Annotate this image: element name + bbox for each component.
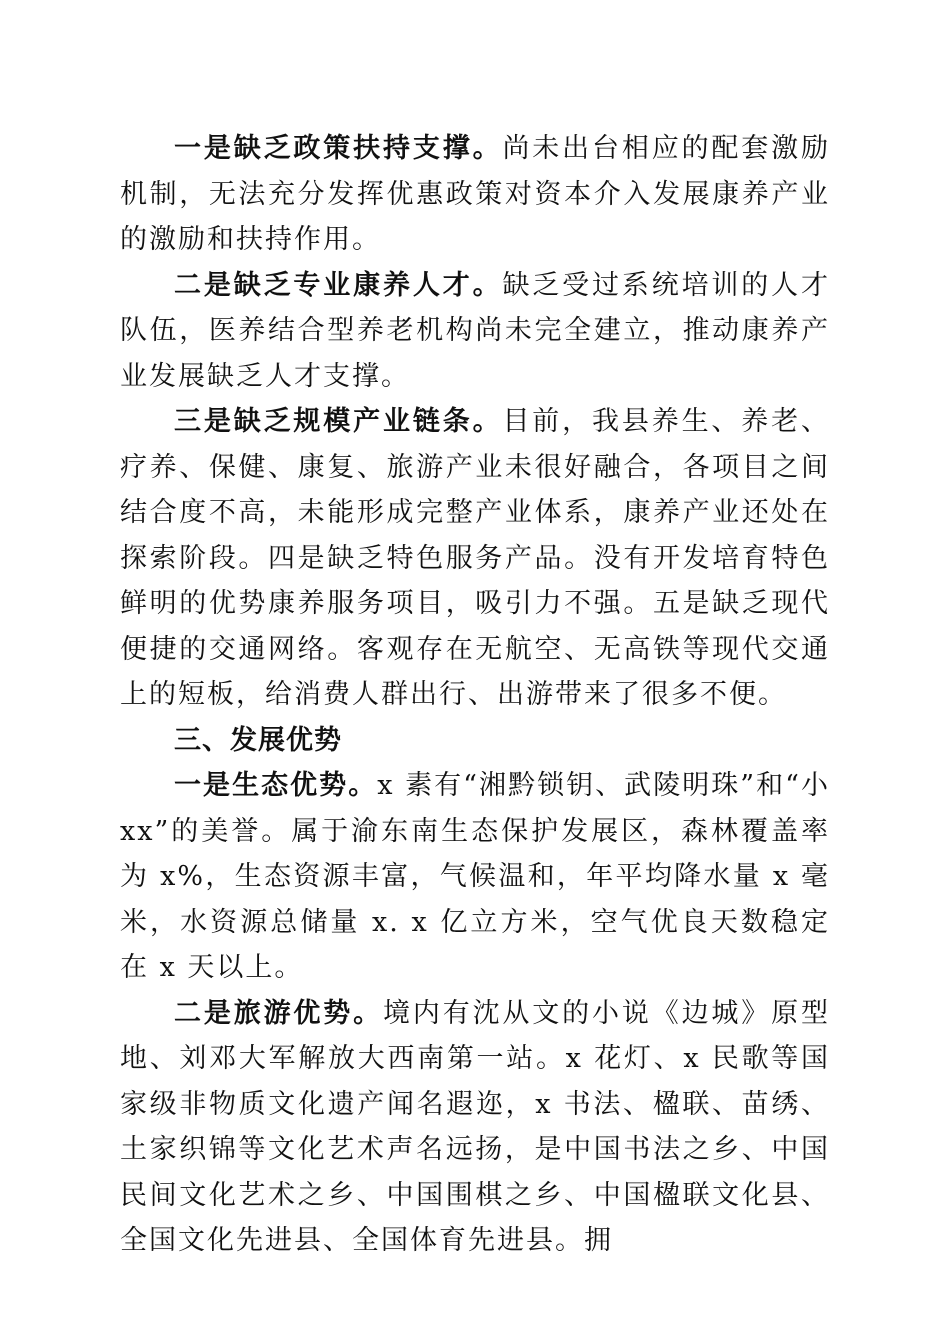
paragraph-lead: 一是生态优势。 bbox=[174, 770, 378, 801]
paragraph-lead: 二是旅游优势。 bbox=[174, 997, 383, 1029]
section-heading: 三、发展优势 bbox=[174, 724, 342, 756]
paragraph-body: 目前，我县养生、养老、疗养、保健、康复、旅游产业未很好融合，各项目之间结合度不高，未能形成完整产业体系，康养产业还处在探索阶段。四是缺乏特色服务产品。没有开发培育特色鲜明的优势康养服务项目，吸引力不强。五是缺乏现代便捷的交通网络。客观存在无航空、无高铁等现代交通上的短板，给消费人群出行、出游带来了很多不便。 bbox=[120, 406, 831, 710]
paragraph-body: 尚未出台相应的配套激励机制，无法充分发挥优惠政策对资本介入发展康养产业的激励和扶持作用。 bbox=[120, 133, 831, 255]
paragraph-body: x 素有“湘黔锁钥、武陵明珠”和“小 xx”的美誉。属于渝东南生态保护发展区，森林覆盖率为 x%，生态资源丰富，气候温和，年平均降水量 x 毫米，水资源总储量 x. x 亿立方米，空气优良天数稳定在 x 天以上。 bbox=[120, 770, 831, 983]
paragraph-policy-support bbox=[120, 126, 830, 263]
paragraph-talent bbox=[120, 263, 830, 400]
paragraph-lead: 二是缺乏专业康养人才。 bbox=[174, 269, 503, 301]
paragraph-body: 境内有沈从文的小说《边城》原型地、刘邓大军解放大西南第一站。x 花灯、x 民歌等国家级非物质文化遗产闻名遐迩，x 书法、楹联、苗绣、土家织锦等文化艺术声名远扬，是中国书法之乡、中国民间文化艺术之乡、中国围棋之乡、中国楹联文化县、全国文化先进县、全国体育先进县。拥 bbox=[120, 997, 830, 1256]
paragraph-tourism bbox=[120, 991, 830, 1264]
paragraph-ecology bbox=[120, 763, 830, 991]
paragraph-lead: 三是缺乏规模产业链条。 bbox=[174, 406, 503, 437]
document-page bbox=[120, 126, 830, 1264]
paragraph-lead: 一是缺乏政策扶持支撑。 bbox=[174, 133, 503, 164]
paragraph-body: 缺乏受过系统培训的人才队伍，医养结合型养老机构尚未完全建立，推动康养产业发展缺乏人才支撑。 bbox=[120, 269, 831, 392]
paragraph-industry-chain bbox=[120, 399, 830, 718]
